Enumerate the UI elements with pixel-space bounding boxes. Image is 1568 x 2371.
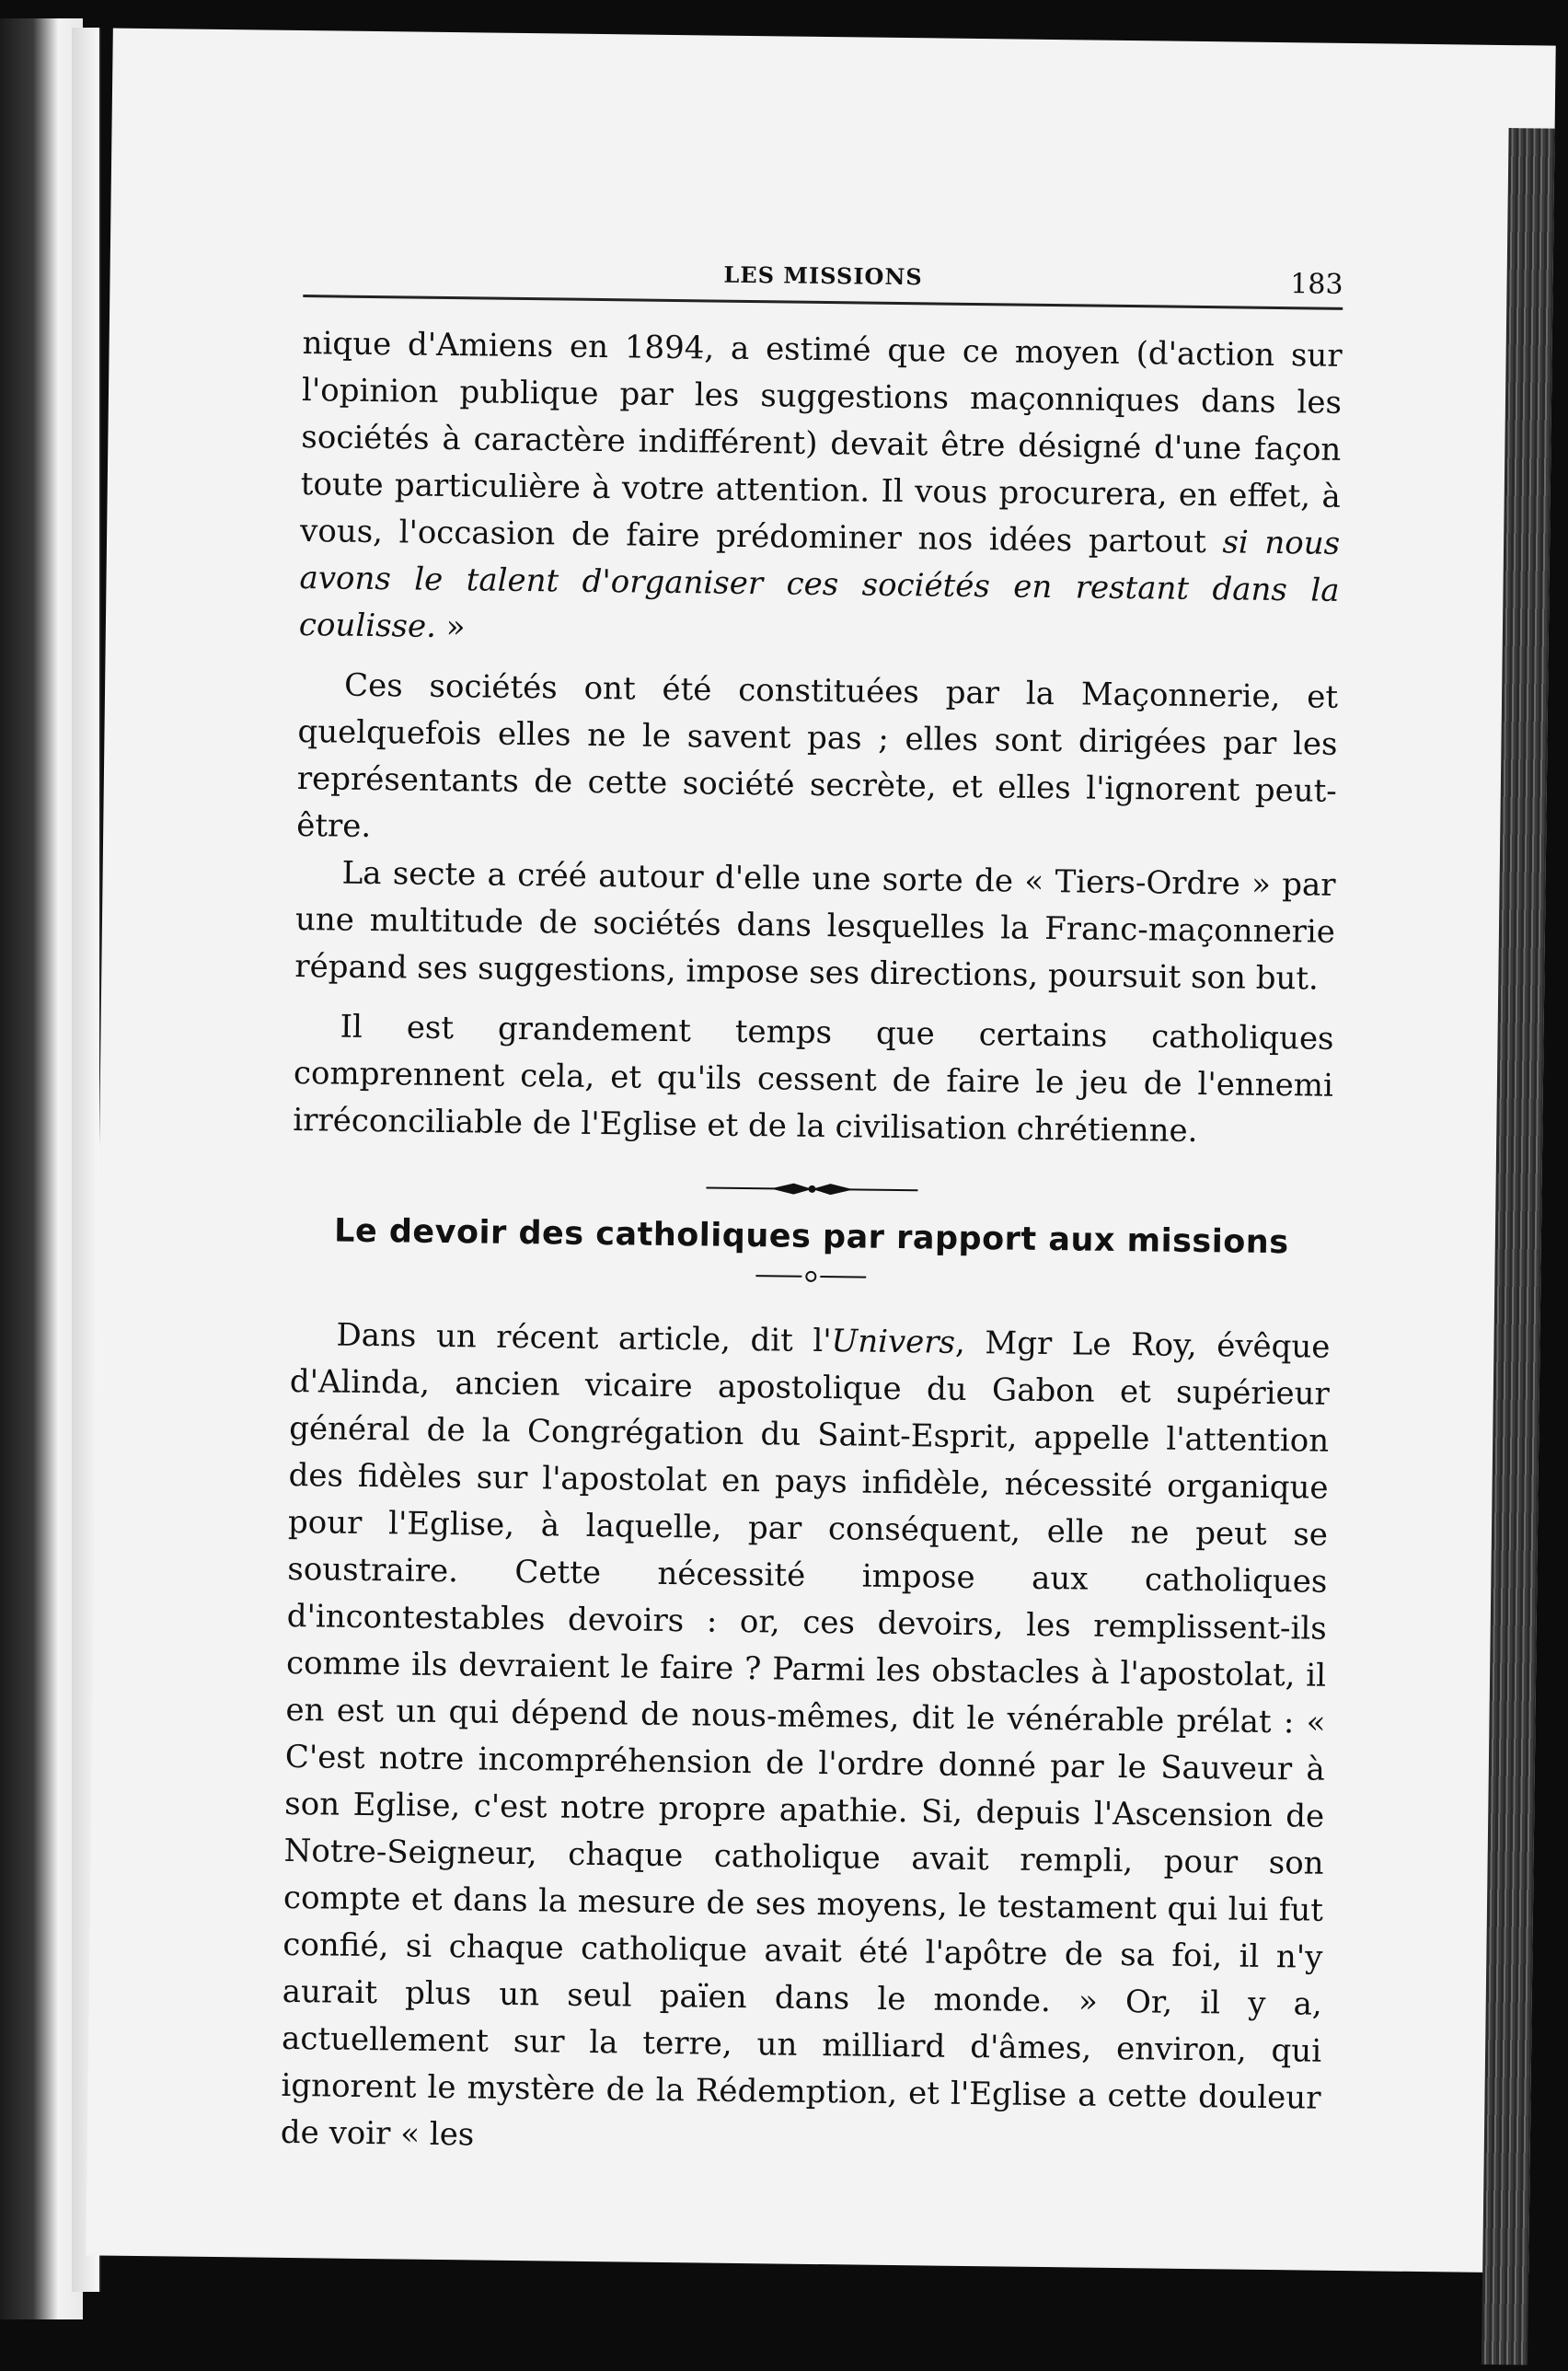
paragraph: La secte a créé autour d'elle une sorte de « Tiers-Ordre » par une multitude de sociétés dans lesquelles la Franc-maçonnerie répand ses suggestions, impose ses directions, poursuit son but. [294, 854, 1336, 998]
continuation-text: nique d'Amiens en 1894, a estimé que ce moyen (d'action sur l'opinion publique par les suggestions maçonniques dans les sociétés à caractère indifférent) devait être désigné d'une façon toute particulière à votre attention. Il vous procurera, en effet, à vous, l'occasion de faire prédominer nos idées partout [299, 325, 1343, 561]
paragraph: Ces sociétés ont été constituées par la Maçonnerie, et quelquefois elles ne le savent pas ; elles sont dirigées par les représentants de cette société secrète, et elles l'ignorent peut-être. [296, 666, 1339, 846]
title-divider [755, 1266, 866, 1287]
section-title: Le devoir des catholiques par rapport aux missions [333, 1212, 1289, 1262]
paragraph: Il est grandement temps que certains catholiques comprennent cela, et qu'ils cessent de faire le jeu de l'ennemi irréconciliable de l'Eglise et de la civilisation chrétienne. [293, 1008, 1334, 1150]
page-content [281, 256, 1343, 2169]
running-head [303, 256, 1343, 324]
section-body [281, 1312, 1331, 2169]
section-body-lead: Dans un récent article, dit l' [336, 1316, 832, 1360]
scan-left-border [0, 18, 83, 2319]
book-page [86, 29, 1555, 2273]
continuation-italic: si nous avons le talent d'organiser ces sociétés en restant dans la coulisse. [298, 524, 1341, 645]
newspaper-name: Univers [831, 1323, 956, 1361]
continuation-close: » [435, 607, 466, 646]
page-stack-edge [1482, 128, 1555, 2365]
section-ornament [706, 1176, 917, 1201]
page-number: 183 [1290, 268, 1343, 301]
header-rule [303, 295, 1343, 310]
running-title: LES MISSIONS [723, 260, 923, 291]
section-body-text: , Mgr Le Roy, évêque d'Alinda, ancien vicaire apostolique du Gabon et supérieur général de la Congrégation du Saint-Esprit, appelle l'attention des fidèles sur l'apostolat en pays infidèle, nécessité organique pour l'Eglise, à laquelle, par conséquent, elle ne peut se soustraire. Cette nécessité impose aux catholiques d'incontestables devoirs : or, ces devoirs, les remplissent-ils comme ils devraient le faire ? Parmi les obstacles à l'apostolat, il en est un qui dépend de nous-mêmes, dit le vénérable prélat : « C'est notre incompréhension de l'ordre donné par le Sauveur à son Eglise, c'est notre propre apathie. Si, depuis l'Ascension de Notre-Seigneur, chaque catholique avait rempli, pour son compte et dans la mesure de ses moyens, le testament qui lui fut confié, si chaque catholique avait été l'apôtre de sa foi, il n'y aurait plus un seul païen dans le monde. » Or, il y a, actuellement sur la terre, un milliard d'âmes, environ, qui ignorent le mystère de la Rédemption, et l'Eglise a cette douleur de voir « les [280, 1324, 1331, 2154]
continuation-paragraph [299, 320, 1343, 662]
